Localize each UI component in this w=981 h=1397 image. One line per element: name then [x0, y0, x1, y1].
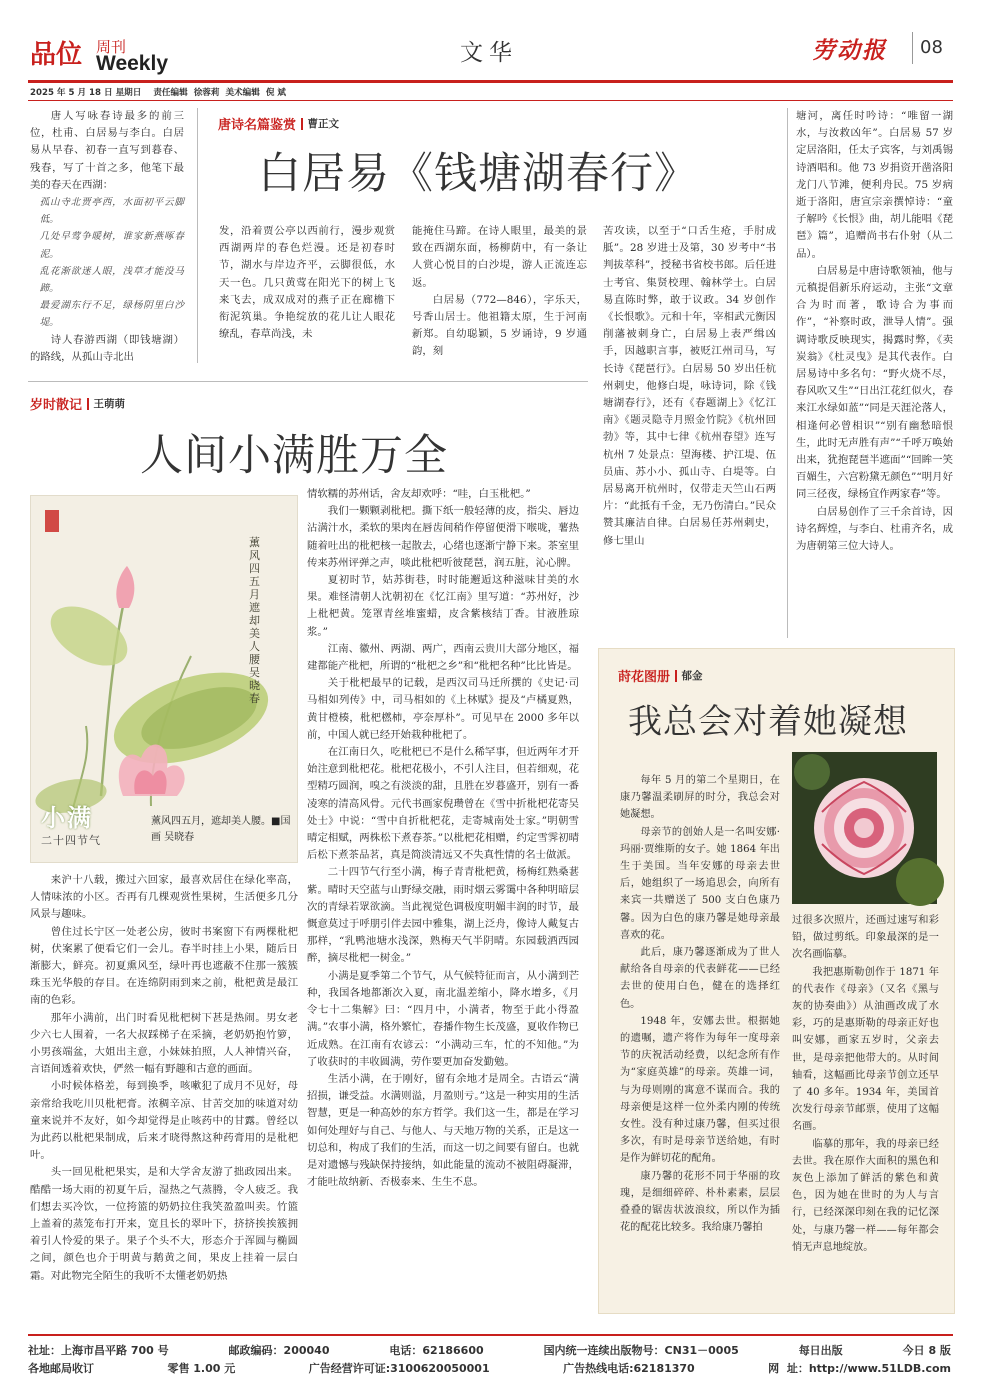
article2-paragraph: 在江南日久，吃枇杷已不是什么稀罕事，但近两年才开始注意到枇杷花。枇杷花极小，不引人注目，但若细观，花型精巧圆润，嗅之有淡淡的甜，且胜在岁暮盛开，别有一番凌寒的清高风骨。元代书画家倪瓒曾在《雪中折枇杷花寄吴处士》中说：“雪中自折枇杷花，走寄城南处士家。”明朝雪晴定相赋，两株松下煮春茶。”以枇杷花相赠，约定雪霁初晴后松下煮茶品茗，真是简淡清远又不失真性情的名士做派。	[307, 746, 579, 862]
brand-english: Weekly	[96, 52, 168, 75]
article2-paragraph: 曾住过长宁区一处老公房，彼时书案窗下有两棵枇杷树，伏案累了便看它们一会儿。春半时挂上小果，随后日渐膨大，鲜亮。初夏熏风至，绿叶再也遮蔽不住那一簇簇珠玉光华般的存目。在连绵阴雨到来之前，枇杷黄是最江南的色彩。	[30, 925, 298, 1007]
article2-paragraph: 情软糯的苏州话，舍友却欢呼：“哇，白玉枇杷。”	[307, 488, 531, 500]
article2-paragraph: 二十四节气行至小满，梅子青青枇杷黄，杨梅红熟桑葚紫。晴时天空蓝与山野绿交融，雨时烟云雾霭中各种明暗层次的青绿若眾欲滴。当此视觉色调极度明媚丰润的时节，最慨意莫过于呼朋引伴去园中雅集，湖上泛舟，像诗人戴复古那样，“乳鸭池塘水浅深，熟梅天气半阴晴。东园载酒西园醉，摘尽枇杷一树金。”	[307, 866, 579, 965]
footer-row-2	[28, 1360, 951, 1376]
article2-paragraph: 来沪十八载，搬过六回家，最喜欢居住在绿化率高，人情味浓的小区。否再有几棵观赏性果树，生活便多几分风景与趣味。	[30, 874, 298, 921]
article1-paragraph: 发，沿着贾公亭以西前行，漫步观赏西湖两岸的春色烂漫。还是初春时节，湖水与岸边齐平，云脚很低，水天一色。几只黄莺在阳光下的树上飞来飞去，成双成对的燕子正在廊檐下衔泥筑巢。争艳绽放的花儿让人眼花缭乱，春草尚浅，未	[219, 225, 395, 341]
column-rule	[787, 108, 788, 638]
article1-col-left	[30, 108, 184, 363]
footer-subscribe: 各地邮局收订	[28, 1362, 94, 1375]
article3-paragraph: 临摹的那年，我的母亲已经去世。我在原作大面积的黑色和灰色上添加了鲜活的紫色和黄色，因为她在世时的为人与言行，已经深深印刻在我的记忆深处，与康乃馨一样——每年都会悄无声息地绽放。	[792, 1138, 939, 1253]
painting-label: 小满	[41, 804, 93, 832]
kicker-bar	[301, 118, 303, 130]
article1-intro: 唐人写咏春诗最多的前三位，杜甫、白居易与李白。白居易从早春、初春一直写到暮春、残春，写了十首之多，他笔下最美的春天在西湖：	[30, 110, 184, 191]
poem-line: 乱花渐欲迷人眼，浅草才能没马蹄。	[39, 265, 184, 295]
article2-paragraph: 江南、徽州、两湖、两广，西南云贵川大部分地区，福建都能产枇杷，所谓的“枇杷之乡”和“枇杷名种”比比皆是。	[307, 642, 579, 673]
footer-postcode: 邮政编码：200040	[228, 1344, 330, 1357]
carnation-photo	[792, 752, 937, 904]
kicker-bar	[87, 398, 89, 410]
article1-kicker	[218, 114, 339, 133]
article2-paragraph: 头一回见枇杷果实，是和大学舍友游了拙政园出来。酷酷一场大雨的初夏午后，湿热之气蒸腾，令人疲乏。我们想去买冷饮，一位挎篮的奶奶拉住我笑盈盈叫卖。竹篮上盖着的蒸笼布打开来，宽且长的翠叶下，挤挤挨挨簇拥着引人怜爱的果子。果子个头不大，形态介于浑圆与椭圆之间，颜色也介于明黄与鹅黄之间，果皮上挂着一层白霜。对此物完全陌生的我听不太懂老奶奶热	[30, 1166, 298, 1282]
section-title: 文华	[460, 40, 518, 66]
footer-address: 社址：上海市昌平路 700 号	[28, 1344, 169, 1357]
page-divider	[912, 32, 913, 64]
article3-paragraph: 母亲节的创始人是一名叫安娜·玛丽·贾维斯的女子。她 1864 年出生于美国。当年安娜的母亲去世后，她组织了一场追思会，向所有来宾一共赠送了 500 支白色康乃馨。因为白色的康乃馨是她母亲最喜欢的花。	[620, 826, 780, 941]
dateline: 2025 年 5 月 18 日 星期日 责任编辑 徐蓉莉 美术编辑 倪 斌	[30, 88, 287, 98]
column-rule	[197, 108, 198, 363]
article1-paragraph: 白居易（772—846），字乐天，号香山居士。他祖籍太原，生于河南新郑。自幼聪颖，5 岁诵诗，9 岁通韵，刻	[412, 293, 587, 358]
article3-paragraph: 此后，康乃馨逐渐成为了世人献给各自母亲的代表鲜花——已经去世的使用白色，健在的选择红色。	[620, 947, 780, 1010]
article2-col1	[30, 872, 298, 1307]
kicker-label: 唐诗名篇鉴赏	[218, 118, 297, 133]
article3-paragraph: 1948 年，安娜去世。根据她的遗嘱，遗产将作为每年一度母亲节的庆祝活动经费，以纪念所有作为“家庭英雄”的母亲。英雄一词，与为母则刚的寓意不谋而合。我的母亲便是这样一位外柔内刚的传统女性。没有种过康乃馨，但买过很多次，有时是母亲节送给她，有时是作为鲜切花的配角。	[620, 1015, 780, 1165]
article2-title: 人间小满胜万全	[140, 431, 448, 481]
article2-paragraph: 小时候体格差，每到换季，咳嗽犯了成月不见好，母亲常给我吃川贝枇杷膏。浓稠辛凉、甘苦交加的味道对幼童来说并不友好，如今却觉得是止咳药中的甘露。曾经以为此药以枇杷果制成，后来才晓得熬这种药膏用的是枇杷叶。	[30, 1080, 298, 1162]
author: 王萌萌	[93, 398, 126, 410]
article2-paragraph: 关于枇杷最早的记载，是西汉司马迁所撰的《史记·司马相如列传》中，司马相如的《上林赋》提及“卢橘夏熟，黄甘橙楱，枇杷橪柿，亭奈厚朴”。可见早在 2000 多年以前，中国人就已经开始栽种枇杷了。	[307, 677, 579, 741]
kicker-bar	[675, 670, 677, 682]
article1-paragraph: 塘河，离任时吟诗：“唯留一湖水，与汝救凶年”。白居易 57 岁定居洛阳，任太子宾客，与刘禹锡诗酒唱和。他 73 岁捐资开凿洛阳龙门八节滩，便利舟民。75 岁病逝于洛阳，唐宣宗亲撰悼诗：“童子解吟《长恨》曲，胡儿能唱《琵琶》篇”，追赠尚书右仆射（从二品）。	[796, 110, 953, 260]
brand-name: 品位	[30, 40, 83, 70]
brand-logo	[30, 26, 190, 86]
article1-col5	[796, 108, 953, 638]
xiaoman-painting	[30, 495, 298, 863]
article3-paragraph: 我把惠斯勒创作于 1871 年的代表作《母亲》（又名《黑与灰的协奏曲》）从油画改成了水彩，巧的是惠斯勒的母亲正好也叫安娜，画家五岁时，父亲去世，是母亲把他带大的。从时间轴看，这幅画比母亲节创立还早了 40 多年。1934 年，美国首次发行母亲节邮票，使用了这幅名画。	[792, 966, 939, 1133]
poem-line: 最爱湖东行不足，绿杨阴里白沙堤。	[39, 300, 184, 329]
masthead-rule	[28, 80, 953, 83]
footer-price: 零售 1.00 元	[167, 1362, 236, 1375]
footer-ad-hotline: 广告热线电话:62181370	[563, 1362, 695, 1375]
article3-paragraph: 康乃馨的花形不同于华丽的玫瑰，是细细碎碎、朴朴素素，层层叠叠的锯齿状波浪纹，所以作为插花的配花比较多。我给康乃馨拍	[620, 1170, 780, 1234]
dateline-rule	[28, 100, 953, 101]
footer-website[interactable]: 网 址：http://www.51LDB.com	[768, 1362, 951, 1375]
article3-paragraph: 过很多次照片，还画过速写和彩铅，做过剪纸。印象最深的是一次名画临摹。	[792, 915, 939, 961]
newspaper-logo: 劳动报	[812, 37, 887, 64]
article2-paragraph: 夏初时节，姑苏街巷，时时能邂逅这种滋味甘美的水果。难怪清朝人沈朝初在《忆江南》里写道：“苏州好，沙上枇杷黄。笼罩青丝堆蜜蜡，皮含紫核结丁香。甘液胜琼浆。”	[307, 574, 579, 638]
article3-kicker	[618, 666, 703, 685]
article1-poem	[30, 194, 184, 332]
painting-calligraphy: 薰风四五月遮却美人腰吴晓春	[249, 536, 260, 705]
article1-col3	[412, 223, 587, 363]
brand-small: 周刊	[96, 38, 127, 56]
footer-cn-number: 国内统一连续出版物号：CN31－0005	[543, 1344, 739, 1357]
footer-frequency: 每日出版	[798, 1344, 843, 1357]
article1-paragraph: 苦攻读，以至于“口舌生疮，手肘成胝”。28 岁进士及第，30 岁考中“书判拔萃科”，授秘书省校书郎。后任进士考官、集贤校理、翰林学士。白居易直陈时弊，敢于议政。34 岁创作《长恨歌》。元和十年，宰相武元衡因削藩被刺身亡，白居易上表严缉凶手，因越职言事，被贬江州司马，写长诗《琵琶行》。白居易 50 岁出任杭州刺史，他修白堤，咏诗词，除《钱塘湖春行》，还有《春题湖上》《忆江南》《题灵隐寺月照金竹院》《杭州回勃》等，其中七律《杭州春望》连写杭州 7 处景点：望海楼、护江堤、伍员庙、苏小小、孤山寺、白堤等。白居易离开杭州时，仅带走天竺山石两片：“此抵有千金，无乃伤清白。”民众赞其廉洁自律。白居易任苏州刺史，修七里山	[603, 225, 776, 547]
article2-kicker	[30, 394, 125, 413]
article3-title: 我总会对着她凝想	[628, 702, 908, 742]
footer-phone: 电话：62186600	[389, 1344, 484, 1357]
article2-paragraph: 生活小满，在于刚好，留有余地才是周全。古语云“满招损，谦受益。水满则溢，月盈则亏。”这是一种实用的生活智慧，更是一种高妙的东方哲学。我们这一生，都是在学习如何处理好与自己、与他人、与天地万物的关系，正是这一切总和，构成了我们的生活，而这一切之间要有留白。也就是对遗憾与残缺保持接纳，如此能量的流动不被阻碍凝滞，才能吐故纳新、否极泰来、生生不息。	[307, 1072, 579, 1189]
article3-paragraph: 每年 5 月的第二个星期日，在康乃馨温柔刷屏的时分，我总会对她凝想。	[620, 775, 780, 821]
poem-line: 孤山寺北贾亭西，水面初平云脚低。	[39, 197, 184, 226]
author: 郁金	[681, 670, 703, 682]
painting-sub: 二十四节气	[41, 834, 101, 847]
article3-col1	[620, 772, 780, 1302]
footer-page-count: 今日 8 版	[902, 1344, 951, 1357]
section-rule	[28, 381, 588, 382]
footer-row-1	[28, 1342, 951, 1358]
kicker-label: 莳花图册	[618, 670, 671, 685]
author: 曹正文	[307, 118, 340, 130]
article2-paragraph: 那年小满前，出门时看见枇杷树下甚是热闹。男女老少六七人围着，一名大叔踩梯子在采摘，老奶奶抱竹箩，小男孩端盆，大姐出主意，小妹妹拍照，人人神情兴奋，言语间透着欢快，俨然一幅有野趣和古意的画面。	[30, 1011, 298, 1076]
article1-route: 诗人春游西湖（即钱塘湖）的路线，从孤山寺北出	[30, 333, 184, 363]
poem-line: 几处早莺争暖树，谁家新燕啄春泥。	[39, 231, 184, 260]
article1-paragraph: 白居易创作了三千余首诗，因诗名辉煌，与李白、杜甫齐名，成为唐朝第三位大诗人。	[796, 505, 953, 553]
article1-col2	[219, 223, 395, 363]
carnation-illustration	[792, 752, 937, 904]
article3-col2	[792, 912, 939, 1304]
painting-caption: 薰风四五月，遮却美人腰。■国画 吴晓春	[151, 816, 291, 843]
article2-paragraph: 我们一颗颗剥枇杷。撕下纸一般轻薄的皮，指尖、唇边沾满汁水，柔软的果肉在唇齿间稍作停留便滑下喉咙，薯热随着吐出的枇杷核一起散去，心绪也逐渐宁静下来。茶室里传来苏州评弹之声，啖此枇杷听彼琵琶，润五脏，沁心脾。	[307, 505, 579, 569]
footer-ad-license: 广告经营许可证:3100620050001	[308, 1362, 490, 1375]
kicker-label: 岁时散记	[30, 398, 83, 413]
article1-paragraph: 能掩住马蹄。在诗人眼里，最美的景致在西湖东面，杨柳荫中，有一条让人赏心悦目的白沙堤，游人正流连忘返。	[412, 225, 587, 289]
article2-paragraph: 小满是夏季第二个节气，从气候特征而言，从小满到芒种，我国各地都渐次入夏，南北温差缩小，降水增多，《月令七十二集解》曰：“四月中，小满者，物至于此小得盈满。”农事小满，格外繁忙，春播作物生长茂盛，夏收作物已近成熟。在江南有农谚云：“小满动三车，忙的不知他。”为了收获时的丰收圆满，劳作要更加奋发勤勉。	[307, 969, 579, 1068]
article1-paragraph: 白居易是中唐诗歌领袖，他与元稹提倡新乐府运动，主张“文章合为时而著，歌诗合为事而作”，“补察时政，泄导人情”。强调诗歌反映现实，揭露时弊，《卖炭翁》《杜灵曳》是其代表作。白居易诗中多名句：“野火烧不尽，春风吹又生”“日出江花红似火，春来江水绿如蓝”“同是天涯沦落人，相逢何必曾相识”“别有幽愁暗恨生，此时无声胜有声”“千呼万唤始出来，犹抱琵琶半遮面”“回眸一笑百媚生，六宫粉黛无颜色”“明月好同三径夜，绿杨宜作两家春”等。	[796, 264, 953, 501]
footer-rule	[28, 1334, 953, 1336]
article1-col4	[603, 223, 776, 623]
article1-title: 白居易《钱塘湖春行》	[258, 149, 698, 199]
article2-col2	[307, 486, 579, 1308]
page-number: 08	[920, 37, 943, 58]
